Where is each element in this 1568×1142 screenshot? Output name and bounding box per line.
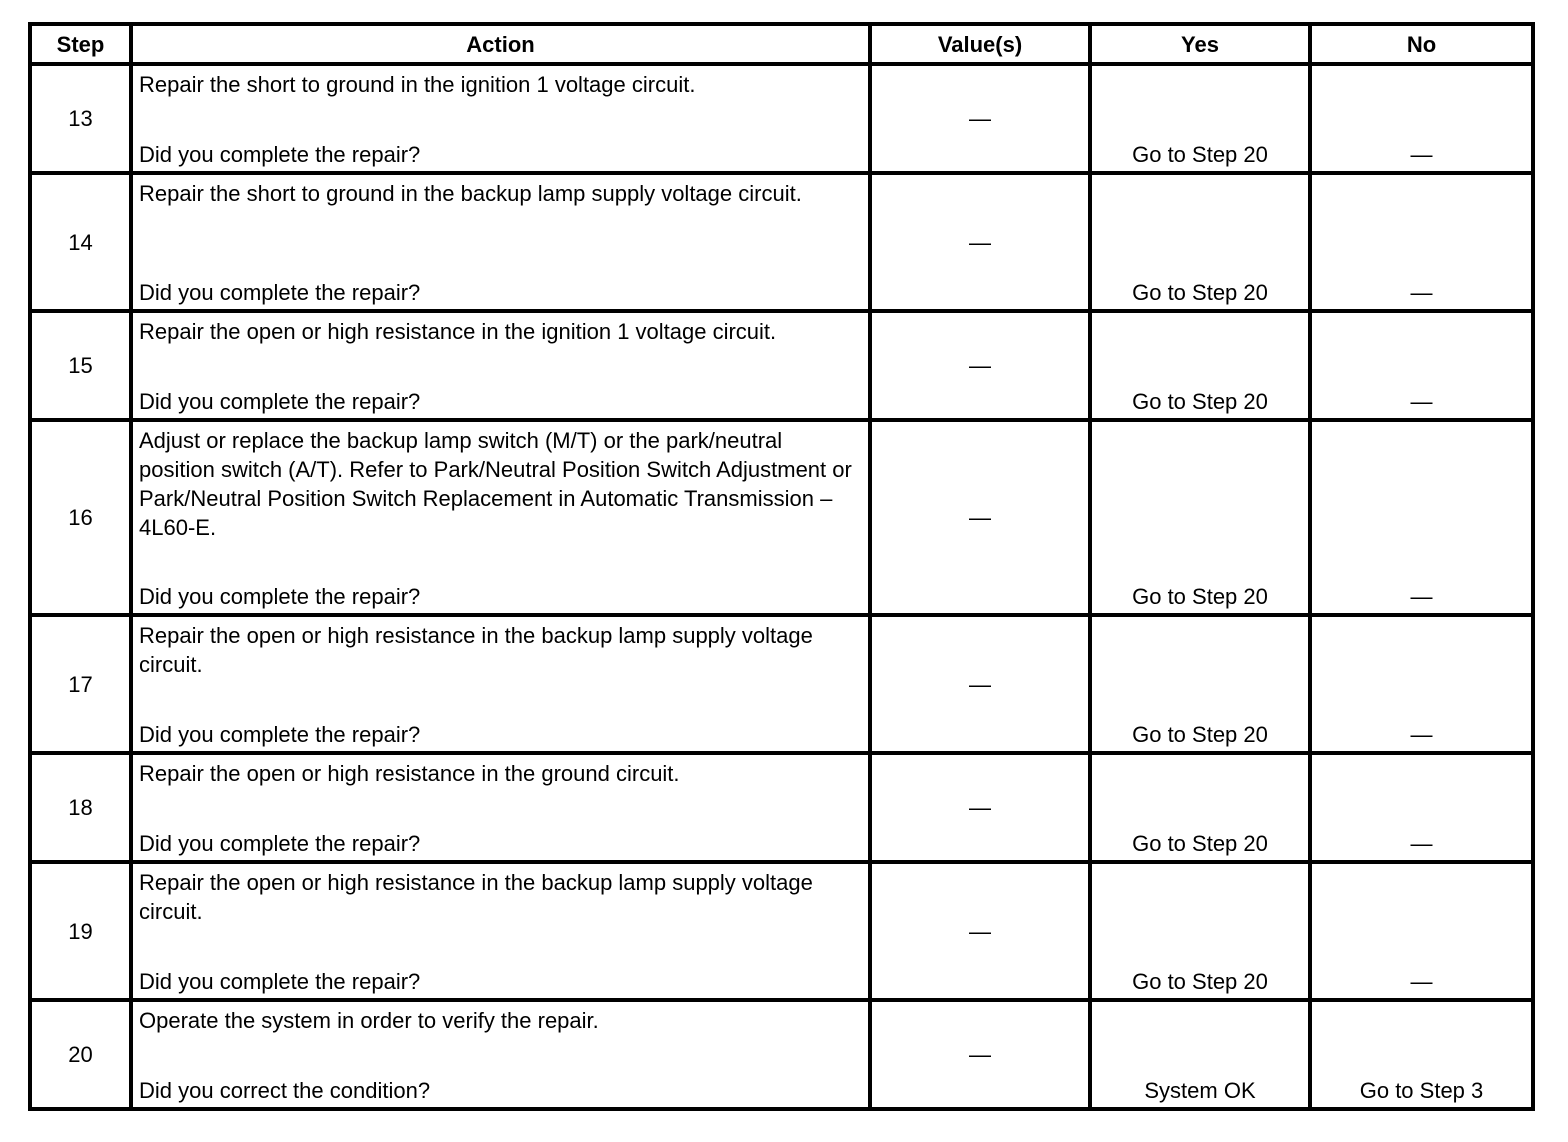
table-row xyxy=(30,615,1533,753)
action-text: Repair the short to ground in the backup lamp supply voltage circuit. xyxy=(139,181,802,206)
step-number: 19 xyxy=(30,862,131,1000)
value-cell: — xyxy=(870,64,1090,173)
step-number: 17 xyxy=(30,615,131,753)
no-cell: — xyxy=(1310,64,1533,173)
value-cell: — xyxy=(870,1000,1090,1109)
value-cell: — xyxy=(870,173,1090,311)
header-row xyxy=(30,24,1533,64)
header-values: Value(s) xyxy=(870,24,1090,64)
table-row xyxy=(30,1000,1533,1109)
action-question: Did you complete the repair? xyxy=(139,831,421,856)
no-cell: — xyxy=(1310,311,1533,420)
value-cell: — xyxy=(870,753,1090,862)
yes-cell: Go to Step 20 xyxy=(1090,753,1310,862)
action-question: Did you complete the repair? xyxy=(139,584,421,609)
action-text: Repair the open or high resistance in the backup lamp supply voltage circuit. xyxy=(139,870,813,924)
action-text: Adjust or replace the backup lamp switch (M/T) or the park/neutral position switch (A/T). Refer to Park/Neutral Position Switch Adjustment or Park/Neutral Position Switch Replacement in Automatic Transmission – 4L60-E. xyxy=(139,428,852,540)
yes-cell: Go to Step 20 xyxy=(1090,64,1310,173)
header-no: No xyxy=(1310,24,1533,64)
action-cell xyxy=(131,173,870,311)
step-number: 14 xyxy=(30,173,131,311)
action-cell xyxy=(131,64,870,173)
yes-cell: System OK xyxy=(1090,1000,1310,1109)
action-question: Did you complete the repair? xyxy=(139,722,421,747)
yes-cell: Go to Step 20 xyxy=(1090,615,1310,753)
table-row xyxy=(30,753,1533,862)
action-question: Did you complete the repair? xyxy=(139,389,421,414)
yes-cell: Go to Step 20 xyxy=(1090,173,1310,311)
value-cell: — xyxy=(870,420,1090,615)
yes-cell: Go to Step 20 xyxy=(1090,420,1310,615)
action-cell xyxy=(131,862,870,1000)
no-cell: Go to Step 3 xyxy=(1310,1000,1533,1109)
no-cell: — xyxy=(1310,753,1533,862)
value-cell: — xyxy=(870,862,1090,1000)
step-number: 13 xyxy=(30,64,131,173)
yes-cell: Go to Step 20 xyxy=(1090,862,1310,1000)
step-number: 20 xyxy=(30,1000,131,1109)
action-question: Did you complete the repair? xyxy=(139,142,421,167)
table-row xyxy=(30,862,1533,1000)
header-step: Step xyxy=(30,24,131,64)
yes-cell: Go to Step 20 xyxy=(1090,311,1310,420)
action-cell xyxy=(131,615,870,753)
action-cell xyxy=(131,420,870,615)
value-cell: — xyxy=(870,311,1090,420)
action-cell xyxy=(131,311,870,420)
diagnostic-table xyxy=(28,22,1535,1111)
action-cell xyxy=(131,1000,870,1109)
table-row xyxy=(30,420,1533,615)
action-question: Did you complete the repair? xyxy=(139,969,421,994)
step-number: 16 xyxy=(30,420,131,615)
value-cell: — xyxy=(870,615,1090,753)
step-number: 15 xyxy=(30,311,131,420)
action-question: Did you complete the repair? xyxy=(139,280,421,305)
action-cell xyxy=(131,753,870,862)
action-text: Repair the short to ground in the ignition 1 voltage circuit. xyxy=(139,72,696,97)
header-yes: Yes xyxy=(1090,24,1310,64)
no-cell: — xyxy=(1310,862,1533,1000)
table-row xyxy=(30,173,1533,311)
action-text: Operate the system in order to verify the repair. xyxy=(139,1008,599,1033)
no-cell: — xyxy=(1310,420,1533,615)
no-cell: — xyxy=(1310,615,1533,753)
step-number: 18 xyxy=(30,753,131,862)
action-question: Did you correct the condition? xyxy=(139,1078,431,1103)
action-text: Repair the open or high resistance in the backup lamp supply voltage circuit. xyxy=(139,623,813,677)
action-text: Repair the open or high resistance in the ignition 1 voltage circuit. xyxy=(139,319,777,344)
table-row xyxy=(30,64,1533,173)
action-text: Repair the open or high resistance in the ground circuit. xyxy=(139,761,680,786)
table-row xyxy=(30,311,1533,420)
no-cell: — xyxy=(1310,173,1533,311)
header-action: Action xyxy=(131,24,870,64)
